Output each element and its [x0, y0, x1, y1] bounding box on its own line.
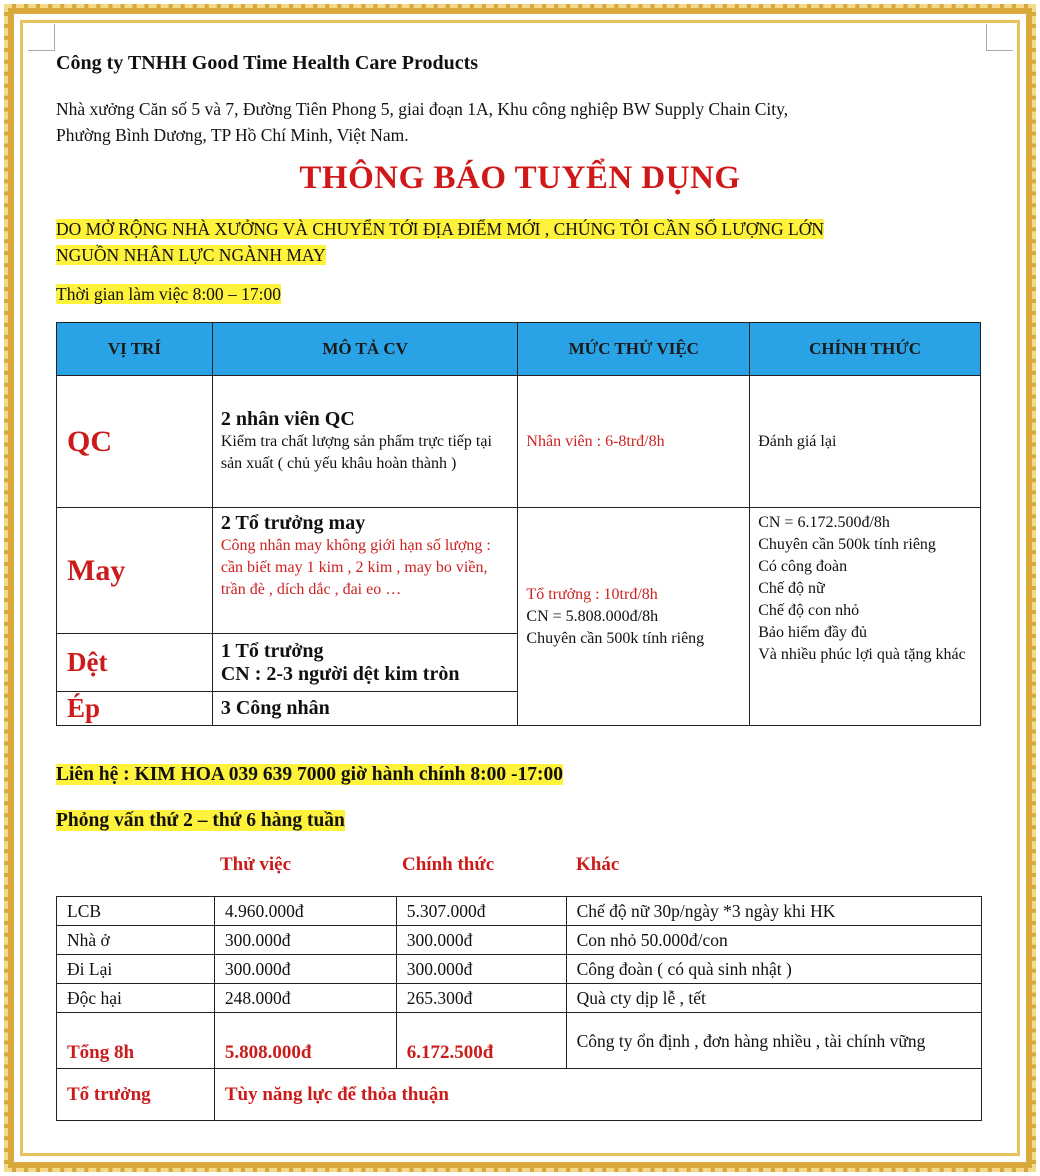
- salary-col-official: Chính thức: [402, 854, 495, 875]
- announcement: DO MỞ RỘNG NHÀ XƯỞNG VÀ CHUYỂN TỚI ĐỊA ĐIỂM MỚI , CHÚNG TÔI CẦN SỐ LƯỢNG LỚN NGUỒN NHÂN LỰC NGÀNH MAY: [56, 219, 824, 265]
- salary-leader-row: Tổ trưởng Tùy năng lực để thỏa thuận: [57, 1069, 982, 1121]
- description-ep: 3 Công nhân: [212, 692, 518, 726]
- positions-table: [56, 322, 981, 726]
- page-corner-mark: [986, 24, 1013, 51]
- table-row: [57, 508, 981, 634]
- table-row: [57, 376, 981, 508]
- official-qc: Đánh giá lại: [750, 376, 981, 508]
- salary-table: [56, 896, 982, 1121]
- description-det: 1 Tổ trưởng CN : 2-3 người dệt kim tròn: [212, 634, 518, 692]
- table-row: Đi Lại 300.000đ 300.000đ Công đoàn ( có quà sinh nhật ): [57, 955, 982, 984]
- trial-qc: Nhân viên : 6-8trđ/8h: [518, 376, 750, 508]
- page-title: THÔNG BÁO TUYỂN DỤNG: [299, 160, 741, 196]
- company-address: Nhà xưởng Căn số 5 và 7, Đường Tiên Phong 5, giai đoạn 1A, Khu công nghiệp BW Supply Chain City, Phường Bình Dương, TP Hồ Chí Minh, Việt Nam.: [56, 99, 789, 145]
- position-may: May: [57, 508, 213, 634]
- description-qc: 2 nhân viên QC Kiểm tra chất lượng sản phẩm trực tiếp tại sản xuất ( chủ yếu khâu hoàn thành ): [212, 376, 518, 508]
- official-shared: CN = 6.172.500đ/8h Chuyên cần 500k tính riêng Có công đoàn Chế độ nữ Chế độ con nhỏ Bảo hiểm đầy đủ Và nhiều phúc lợi quà tặng khác: [750, 508, 981, 726]
- trial-shared: Tổ trưởng : 10trđ/8h CN = 5.808.000đ/8h Chuyên cần 500k tính riêng: [518, 508, 750, 726]
- page-corner-mark: [28, 24, 55, 51]
- salary-total-row: Tổng 8h 5.808.000đ 6.172.500đ Công ty ổn định , đơn hàng nhiều , tài chính vững: [57, 1013, 982, 1069]
- table-row: Nhà ở 300.000đ 300.000đ Con nhỏ 50.000đ/con: [57, 926, 982, 955]
- table-header-row: [57, 323, 981, 376]
- position-ep: Ép: [57, 692, 213, 726]
- table-row: Độc hại 248.000đ 265.300đ Quà cty dịp lễ , tết: [57, 984, 982, 1013]
- header-trial: MỨC THỬ VIỆC: [518, 323, 750, 376]
- header-description: MÔ TẢ CV: [212, 323, 518, 376]
- salary-col-other: Khác: [576, 854, 620, 875]
- work-hours: Thời gian làm việc 8:00 – 17:00: [56, 284, 282, 304]
- position-det: Dệt: [57, 634, 213, 692]
- position-qc: QC: [57, 376, 213, 508]
- salary-col-trial: Thử việc: [220, 854, 292, 875]
- contact-info: Liên hệ : KIM HOA 039 639 7000 giờ hành chính 8:00 -17:00: [56, 764, 564, 785]
- header-position: VỊ TRÍ: [57, 323, 213, 376]
- header-official: CHÍNH THỨC: [750, 323, 981, 376]
- company-name: Công ty TNHH Good Time Health Care Products: [56, 52, 479, 74]
- table-row: LCB 4.960.000đ 5.307.000đ Chế độ nữ 30p/ngày *3 ngày khi HK: [57, 897, 982, 926]
- interview-schedule: Phỏng vấn thứ 2 – thứ 6 hàng tuần: [56, 810, 345, 831]
- description-may: 2 Tổ trưởng may Công nhân may không giới hạn số lượng : cần biết may 1 kim , 2 kim , may bo viền, trần đè , dích dắc , đai eo …: [212, 508, 518, 634]
